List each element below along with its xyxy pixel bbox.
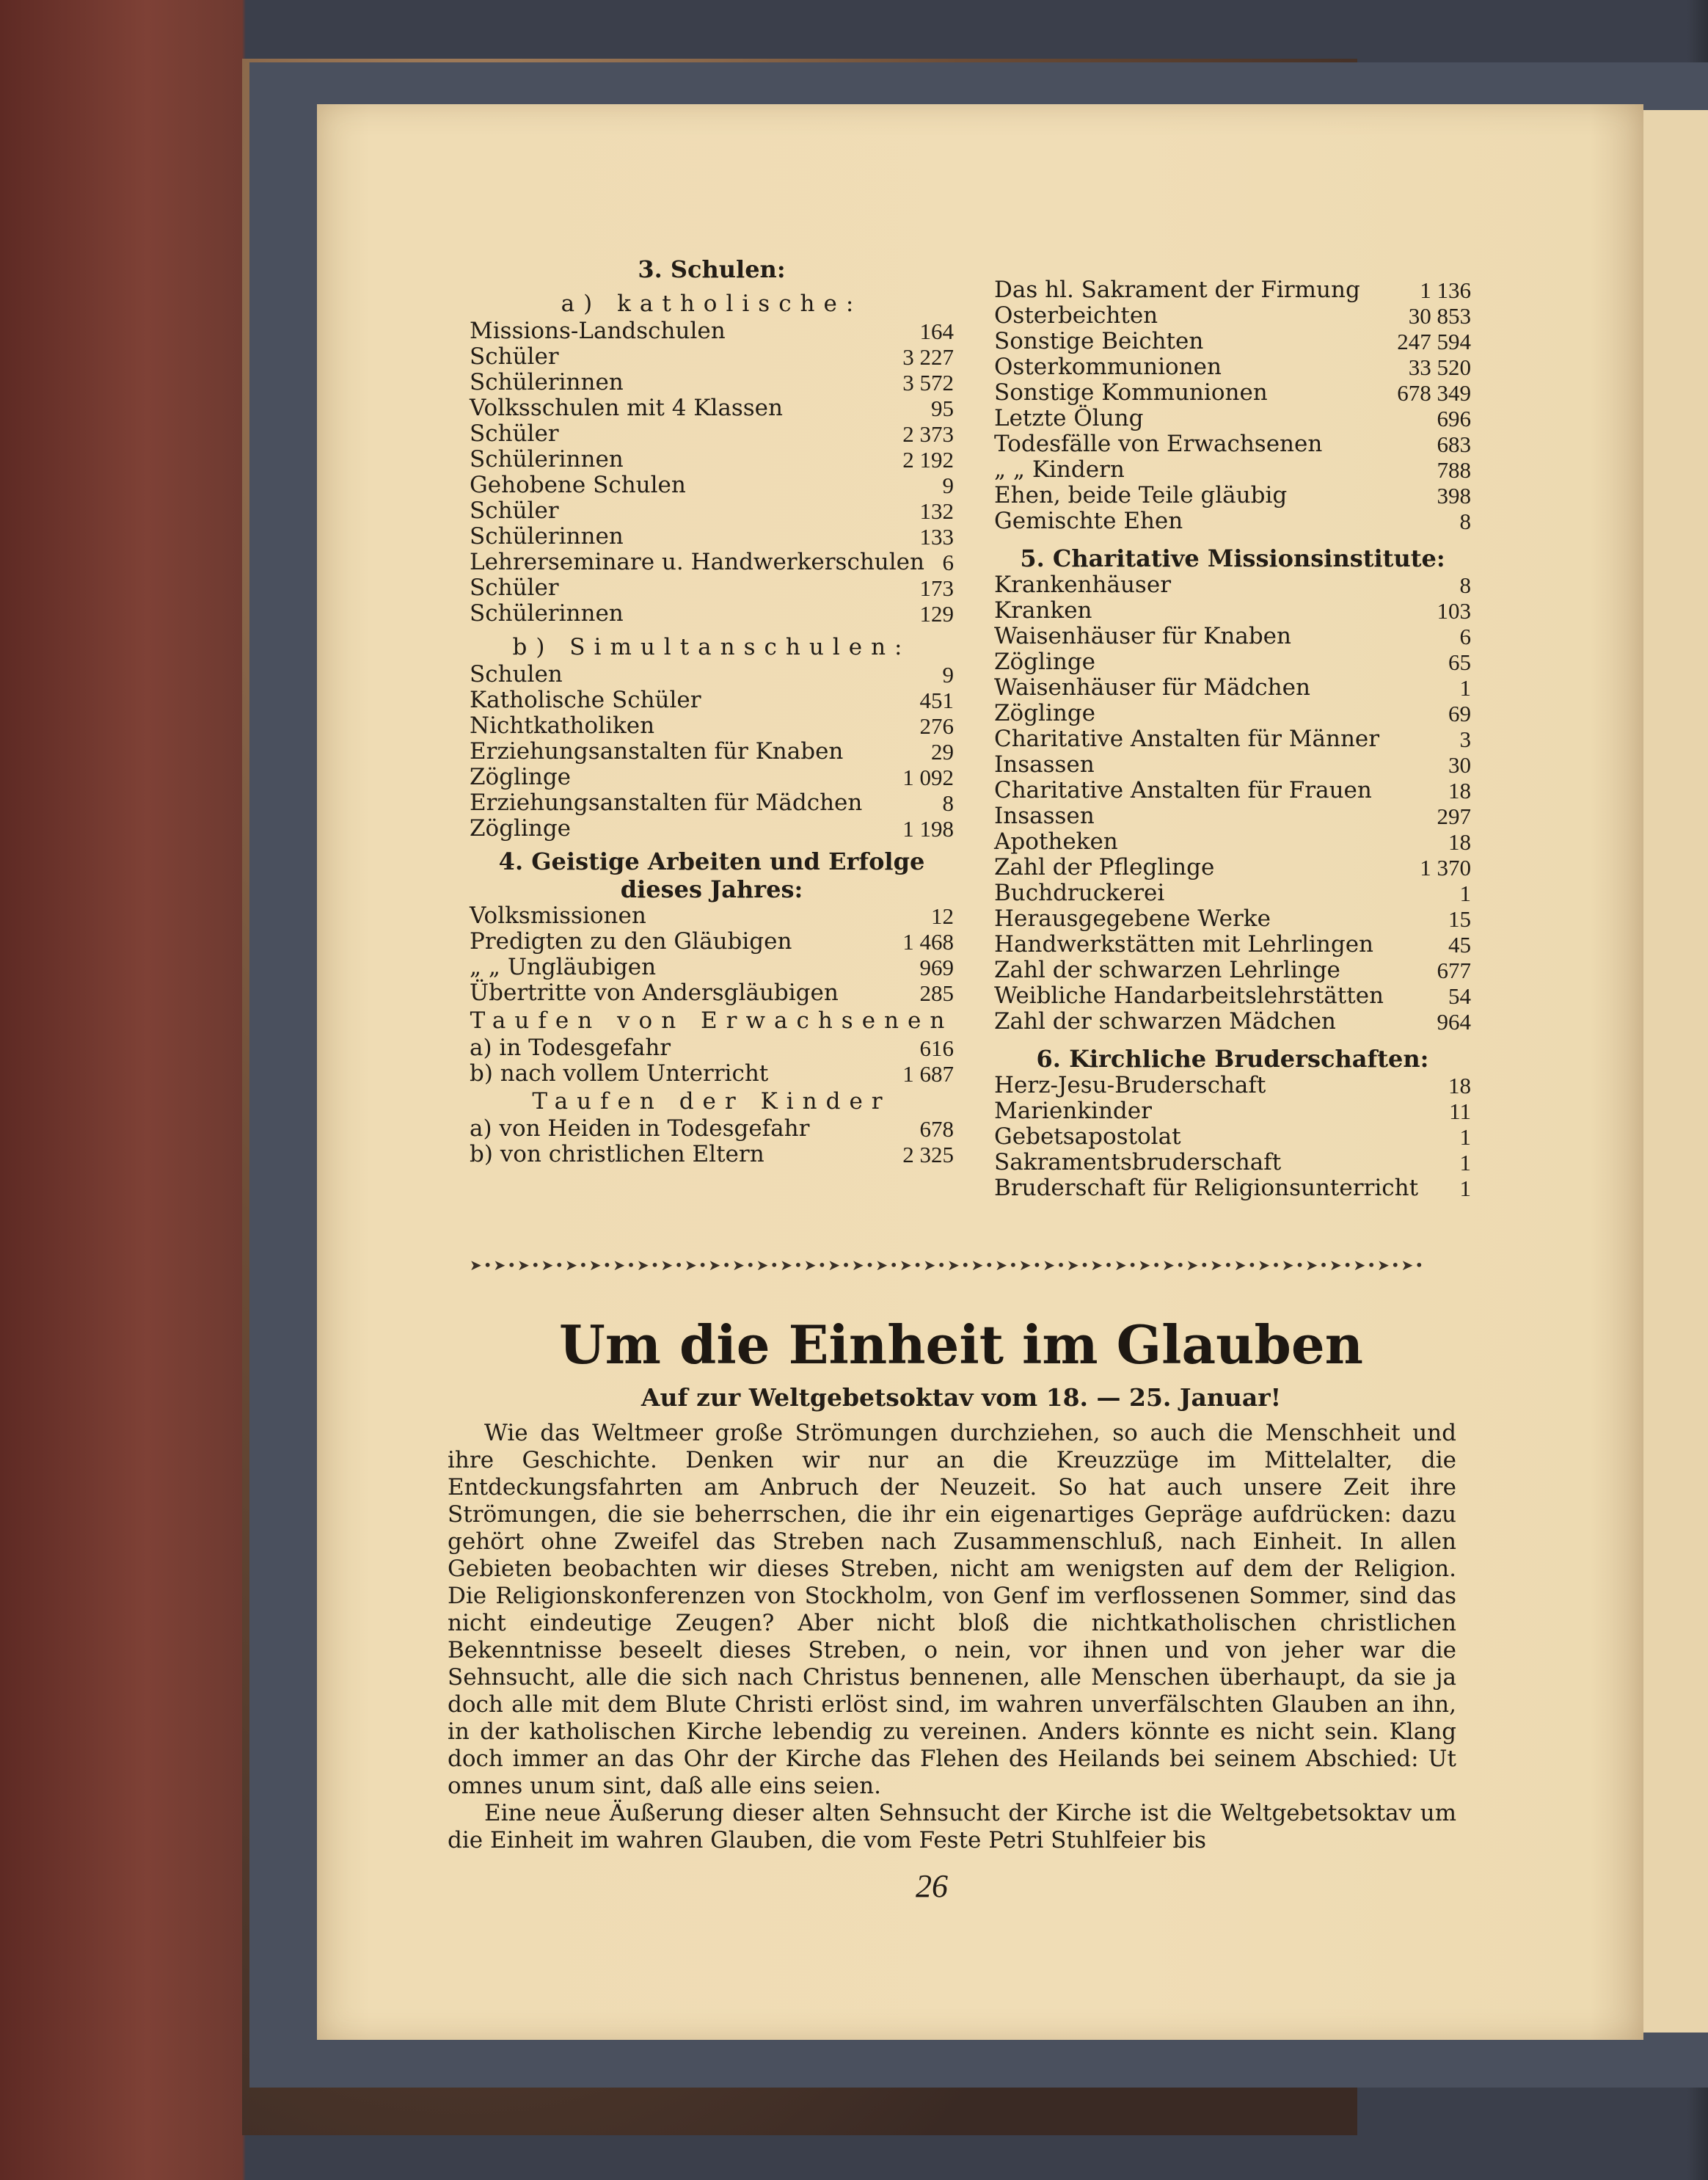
row-label: Schüler [470, 420, 559, 447]
row-value: 1 092 [902, 765, 954, 790]
row-value: 6 [1459, 624, 1471, 649]
table-row [994, 406, 1471, 431]
row-value: 30 853 [1408, 303, 1471, 329]
row-label: Erziehungsanstalten für Knaben [470, 738, 844, 765]
table-row [994, 829, 1471, 855]
row-value: 398 [1437, 483, 1471, 508]
row-value: 1 [1459, 1124, 1471, 1150]
row-label: Gebetsapostolat [994, 1123, 1181, 1150]
row-value: 678 [919, 1116, 954, 1142]
article-subtitle: Auf zur Weltgebetsoktav vom 18. — 25. Januar! [640, 1383, 1282, 1412]
row-value: 8 [1459, 572, 1471, 598]
table-row [470, 1116, 954, 1142]
row-label: Todesfälle von Erwachsenen [994, 431, 1323, 457]
row-value: 297 [1437, 803, 1471, 829]
row-value: 276 [919, 713, 954, 739]
row-value: 54 [1448, 983, 1471, 1009]
row-value: 3 [1459, 726, 1471, 752]
row-value: 18 [1448, 829, 1471, 855]
row-value: 964 [1437, 1009, 1471, 1035]
table-row [470, 903, 954, 929]
row-value: 9 [942, 662, 954, 688]
table-row [470, 550, 954, 575]
row-value: 103 [1437, 598, 1471, 624]
table-row [994, 881, 1471, 906]
table-row [470, 498, 954, 524]
row-value: 2 192 [902, 447, 954, 473]
table-row [994, 855, 1471, 881]
row-label: Das hl. Sakrament der Firmung [994, 277, 1360, 303]
row-label: Nichtkatholiken [470, 712, 655, 739]
row-value: 18 [1448, 1073, 1471, 1098]
row-label: Zahl der schwarzen Mädchen [994, 1008, 1336, 1035]
row-label: Ehen, beide Teile gläubig [994, 482, 1288, 508]
table-row [994, 932, 1471, 958]
row-label: Erziehungsanstalten für Mädchen [470, 790, 863, 816]
row-label: Osterbeichten [994, 302, 1158, 329]
article-paragraph-2: Eine neue Äußerung dieser alten Sehnsucht der Kirche ist die Weltgebetsoktav um die Einheit im wahren Glauben, die vom Feste Petri Stuhlfeier bis [448, 1800, 1456, 1853]
table-row [470, 1035, 954, 1061]
row-value: 285 [919, 980, 954, 1006]
row-label: Katholische Schüler [470, 687, 701, 713]
sacraments-list [994, 277, 1471, 534]
row-label: Schülerinnen [470, 369, 624, 395]
row-value: 29 [931, 739, 954, 765]
row-label: Zahl der Pfleglinge [994, 854, 1215, 881]
row-value: 3 227 [902, 344, 954, 370]
row-label: Zöglinge [994, 700, 1096, 726]
table-row [994, 649, 1471, 675]
table-row [470, 1061, 954, 1087]
row-label: Charitative Anstalten für Männer [994, 726, 1380, 752]
table-row [470, 739, 954, 765]
row-value: 1 [1459, 1175, 1471, 1201]
row-label: Waisenhäuser für Mädchen [994, 674, 1310, 701]
table-row [470, 473, 954, 498]
table-row [994, 624, 1471, 649]
row-value: 11 [1449, 1098, 1471, 1124]
spiritual-heading-line1: 4. Geistige Arbeiten und Erfolge [498, 847, 925, 875]
table-row [994, 598, 1471, 624]
row-value: 678 349 [1397, 380, 1471, 406]
row-label: Buchdruckerei [994, 880, 1165, 906]
row-label: Zahl der schwarzen Lehrlinge [994, 957, 1340, 983]
row-label: Sonstige Kommunionen [994, 379, 1268, 406]
table-row [470, 447, 954, 473]
row-label: Letzte Ölung [994, 405, 1144, 431]
row-label: Zöglinge [470, 764, 572, 790]
row-label: Charitative Anstalten für Frauen [994, 777, 1372, 803]
table-row [994, 483, 1471, 508]
row-value: 788 [1437, 457, 1471, 483]
table-row [470, 395, 954, 421]
table-row [470, 370, 954, 395]
row-value: 173 [919, 575, 954, 601]
schools-heading: 3. Schulen: [638, 255, 786, 283]
child-baptism-heading: Taufen der Kinder [532, 1088, 891, 1115]
row-label: Weibliche Handarbeitslehrstätten [994, 983, 1384, 1009]
row-label: a) von Heiden in Todesgefahr [470, 1115, 810, 1142]
table-row [470, 318, 954, 344]
row-label: Lehrerseminare u. Handwerkerschulen [470, 549, 924, 575]
row-value: 129 [919, 601, 954, 627]
row-value: 15 [1448, 906, 1471, 932]
row-value: 1 370 [1420, 855, 1471, 881]
row-label: Bruderschaft für Religionsunterricht [994, 1175, 1419, 1201]
row-label: Missions-Landschulen [470, 318, 726, 344]
table-row [470, 816, 954, 842]
row-value: 696 [1437, 406, 1471, 431]
row-label: „ „ Ungläubigen [470, 954, 657, 980]
row-value: 69 [1448, 701, 1471, 726]
table-row [994, 303, 1471, 329]
row-value: 677 [1437, 958, 1471, 983]
table-row [470, 344, 954, 370]
catholic-list [470, 318, 954, 627]
simultan-list [470, 662, 954, 842]
row-value: 1 [1459, 1150, 1471, 1175]
row-value: 1 198 [902, 816, 954, 842]
table-row [470, 765, 954, 790]
table-row [470, 1142, 954, 1167]
spiritual-heading-line2: dieses Jahres: [620, 875, 803, 903]
row-value: 3 572 [902, 370, 954, 395]
table-row [994, 778, 1471, 803]
row-value: 1 136 [1420, 277, 1471, 303]
table-row [470, 929, 954, 955]
article-body [448, 1420, 1456, 1854]
row-label: Insassen [994, 803, 1095, 829]
table-row [994, 572, 1471, 598]
row-label: Handwerkstätten mit Lehrlingen [994, 931, 1374, 958]
row-value: 2 373 [902, 421, 954, 447]
table-row [994, 1073, 1471, 1098]
row-value: 30 [1448, 752, 1471, 778]
table-row [470, 662, 954, 688]
child-baptism-list [470, 1116, 954, 1167]
table-row [994, 803, 1471, 829]
row-value: 1 468 [902, 929, 954, 955]
row-label: Gemischte Ehen [994, 508, 1183, 534]
row-value: 45 [1448, 932, 1471, 958]
brotherhood-list [994, 1073, 1471, 1201]
row-value: 1 687 [902, 1061, 954, 1087]
table-row [470, 790, 954, 816]
table-row [994, 983, 1471, 1009]
row-label: Sonstige Beichten [994, 328, 1204, 354]
row-value: 2 325 [902, 1142, 954, 1167]
table-row [994, 380, 1471, 406]
row-label: Schülerinnen [470, 523, 624, 550]
row-value: 133 [919, 524, 954, 550]
row-value: 12 [931, 903, 954, 929]
row-value: 616 [919, 1035, 954, 1061]
row-label: Schülerinnen [470, 600, 624, 627]
row-label: Insassen [994, 751, 1095, 778]
row-value: 6 [942, 550, 954, 575]
row-label: Schulen [470, 661, 563, 688]
table-row [994, 354, 1471, 380]
row-value: 8 [1459, 508, 1471, 534]
row-value: 9 [942, 473, 954, 498]
table-row [994, 1098, 1471, 1124]
table-row [470, 955, 954, 980]
row-label: Volksmissionen [470, 903, 646, 929]
row-label: „ „ Kindern [994, 456, 1125, 483]
adult-baptism-list [470, 1035, 954, 1087]
catholic-heading: a) katholische: [561, 291, 863, 317]
table-row [994, 726, 1471, 752]
row-label: Übertritte von Andersgläubigen [470, 980, 839, 1006]
row-label: Herz-Jesu-Bruderschaft [994, 1072, 1266, 1098]
row-value: 1 [1459, 675, 1471, 701]
row-label: Schüler [470, 497, 559, 524]
row-value: 33 520 [1408, 354, 1471, 380]
row-label: Waisenhäuser für Knaben [994, 623, 1291, 649]
table-row [994, 675, 1471, 701]
row-label: Apotheken [994, 828, 1118, 855]
row-label: Kranken [994, 597, 1092, 624]
row-value: 969 [919, 955, 954, 980]
row-value: 95 [931, 395, 954, 421]
row-label: b) von christlichen Eltern [470, 1141, 764, 1167]
table-row [994, 1150, 1471, 1175]
spiritual-list [470, 903, 954, 1006]
row-value: 164 [919, 318, 954, 344]
charity-list [994, 572, 1471, 1035]
table-row [994, 1009, 1471, 1035]
row-label: a) in Todesgefahr [470, 1035, 671, 1061]
article-title: Um die Einheit im Glauben [559, 1313, 1363, 1376]
row-label: Schülerinnen [470, 446, 624, 473]
table-row [470, 980, 954, 1006]
table-row [994, 1175, 1471, 1201]
row-value: 247 594 [1397, 329, 1471, 354]
right-column [994, 277, 1471, 1201]
row-label: Marienkinder [994, 1098, 1152, 1124]
table-row [994, 457, 1471, 483]
row-label: Volksschulen mit 4 Klassen [470, 395, 783, 421]
row-label: b) nach vollem Unterricht [470, 1060, 769, 1087]
table-row [470, 524, 954, 550]
table-row [994, 431, 1471, 457]
brotherhood-heading: 6. Kirchliche Bruderschaften: [1036, 1045, 1429, 1073]
adult-baptism-heading: Taufen von Erwachsenen [470, 1007, 954, 1034]
row-label: Osterkommunionen [994, 354, 1222, 380]
row-label: Zöglinge [470, 815, 572, 842]
row-label: Predigten zu den Gläubigen [470, 928, 792, 955]
table-row [994, 329, 1471, 354]
row-value: 18 [1448, 778, 1471, 803]
table-row [470, 421, 954, 447]
row-value: 451 [919, 688, 954, 713]
page-number: 26 [916, 1868, 948, 1904]
row-value: 683 [1437, 431, 1471, 457]
table-row [994, 277, 1471, 303]
row-value: 132 [919, 498, 954, 524]
table-row [994, 701, 1471, 726]
simultan-heading: b) Simultanschulen: [512, 634, 911, 660]
table-row [994, 752, 1471, 778]
row-label: Gehobene Schulen [470, 472, 686, 498]
table-row [470, 601, 954, 627]
row-label: Krankenhäuser [994, 572, 1172, 598]
row-value: 8 [942, 790, 954, 816]
table-row [994, 958, 1471, 983]
article-paragraph-1: Wie das Weltmeer große Strömungen durchziehen, so auch die Menschheit und ihre Geschichte. Denken wir nur an die Kreuzzüge im Mittelalter, die Entdeckungsfahrten am Anbruch der Neuzeit. So hat auch unsere Zeit ihre Strömungen, die sie beherrschen, die ihr ein eigenartiges Gepräge aufdrücken: dazu gehört ohne Zweifel das Streben nach Zusammenschluß, nach Einheit. In allen Gebieten beobachten wir dieses Streben, nicht am wenigsten auf dem der Religion. Die Religionskonferenzen von Stockholm, von Genf im verflossenen Sommer, sind das nicht eindeutige Zeugen? Aber nicht bloß die nichtkatholischen christlichen Bekenntnisse beseelt dieses Streben, o nein, vor ihnen und von jeher war die Sehnsucht, alle die sich nach Christus bennenen, alle Menschen überhaupt, da sie ja doch alle mit dem Blute Christi erlöst sind, im wahren unverfälschten Glauben an ihn, in der katholischen Kirche lebendig zu vereinen. Anders könnte es nicht sein. Klang doch immer an das Ohr der Kirche das Flehen des Heilands bei seinem Abschied: Ut omnes unum sint, daß alle eins seien. [448, 1420, 1456, 1799]
left-column [470, 255, 954, 1167]
table-row [994, 508, 1471, 534]
row-label: Zöglinge [994, 649, 1096, 675]
table-row [470, 688, 954, 713]
charity-heading: 5. Charitative Missionsinstitute: [1020, 544, 1445, 572]
row-value: 65 [1448, 649, 1471, 675]
table-row [470, 713, 954, 739]
row-label: Schüler [470, 343, 559, 370]
row-value: 1 [1459, 881, 1471, 906]
table-row [470, 575, 954, 601]
row-label: Sakramentsbruderschaft [994, 1149, 1282, 1175]
table-row [994, 906, 1471, 932]
row-label: Herausgegebene Werke [994, 905, 1271, 932]
table-row [994, 1124, 1471, 1150]
row-label: Schüler [470, 575, 559, 601]
ornamental-divider: ➤•➤•➤•➤•➤•➤•➤•➤•➤•➤•➤•➤•➤•➤•➤•➤•➤•➤•➤•➤•➤•➤•➤•➤•➤•➤•➤•➤•➤•➤•➤•➤•➤•➤•➤•➤•➤•➤•➤•➤• [470, 1256, 1426, 1271]
